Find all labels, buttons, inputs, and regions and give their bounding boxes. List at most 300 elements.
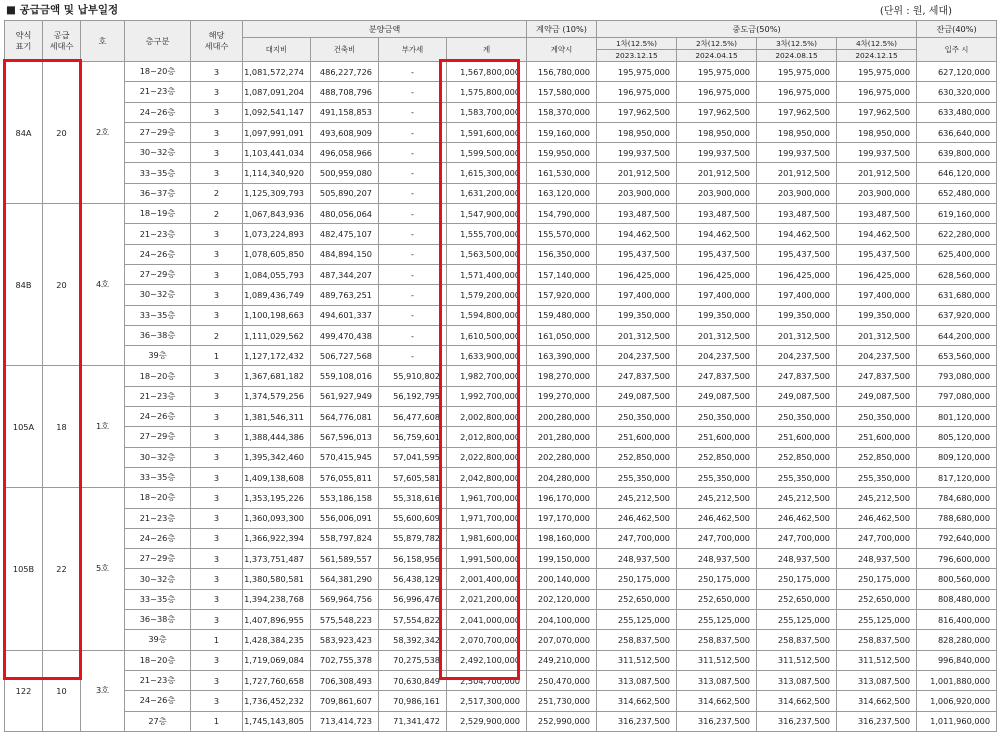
cell-m4: 198,950,000 [837,122,917,142]
cell-total: 1,631,200,000 [447,183,527,203]
cell-m2: 251,600,000 [677,427,757,447]
cell-land: 1,087,091,204 [243,82,311,102]
table-row [5,528,997,548]
cell-m4: 251,600,000 [837,427,917,447]
cell-land: 1,111,029,562 [243,325,311,345]
cell-building: 482,475,107 [311,224,379,244]
cell-m2: 198,950,000 [677,122,757,142]
cell-m2: 246,462,500 [677,508,757,528]
cell-m1: 311,512,500 [597,650,677,670]
cell-floor: 39층 [125,630,191,650]
table-row [5,630,997,650]
cell-balance: 809,120,000 [917,447,997,467]
cell-m3: 201,912,500 [757,163,837,183]
cell-vat: 71,341,472 [379,711,447,731]
table-row [5,62,997,82]
cell-deposit: 161,530,000 [527,163,597,183]
table-row [5,183,997,203]
cell-m1: 252,650,000 [597,589,677,609]
cell-land: 1,360,093,300 [243,508,311,528]
cell-count: 2 [191,325,243,345]
cell-m4: 248,937,500 [837,549,917,569]
cell-m4: 195,437,500 [837,244,917,264]
cell-deposit: 161,050,000 [527,325,597,345]
cell-land: 1,081,572,274 [243,62,311,82]
cell-vat: 55,910,802 [379,366,447,386]
group-ho: 5호 [81,488,125,650]
cell-vat: 56,158,956 [379,549,447,569]
cell-m2: 255,350,000 [677,467,757,487]
cell-vat: - [379,264,447,284]
cell-count: 3 [191,528,243,548]
cell-floor: 21~23층 [125,670,191,690]
cell-balance: 784,680,000 [917,488,997,508]
cell-building: 556,006,091 [311,508,379,528]
cell-deposit: 202,280,000 [527,447,597,467]
cell-vat: 58,392,342 [379,630,447,650]
cell-total: 1,971,700,000 [447,508,527,528]
cell-deposit: 154,790,000 [527,204,597,224]
cell-count: 3 [191,650,243,670]
group-units: 18 [43,366,81,488]
cell-count: 3 [191,305,243,325]
cell-balance: 805,120,000 [917,427,997,447]
cell-m4: 247,837,500 [837,366,917,386]
cell-total: 1,547,900,000 [447,204,527,224]
cell-balance: 797,080,000 [917,386,997,406]
cell-deposit: 157,920,000 [527,285,597,305]
cell-m2: 247,700,000 [677,528,757,548]
cell-m1: 199,350,000 [597,305,677,325]
table-row [5,285,997,305]
cell-total: 1,961,700,000 [447,488,527,508]
cell-deposit: 159,480,000 [527,305,597,325]
cell-count: 3 [191,163,243,183]
cell-total: 1,982,700,000 [447,366,527,386]
col-units: 공급 세대수 [43,21,81,62]
cell-m2: 201,912,500 [677,163,757,183]
cell-deposit: 200,140,000 [527,569,597,589]
cell-m4: 199,350,000 [837,305,917,325]
cell-m3: 203,900,000 [757,183,837,203]
cell-vat: 70,986,161 [379,691,447,711]
cell-land: 1,084,055,793 [243,264,311,284]
cell-land: 1,125,309,793 [243,183,311,203]
cell-floor: 30~32층 [125,285,191,305]
cell-m1: 251,600,000 [597,427,677,447]
cell-m3: 248,937,500 [757,549,837,569]
cell-vat: - [379,224,447,244]
cell-m3: 247,837,500 [757,366,837,386]
col-deposit-top: 계약금 (10%) [527,21,597,38]
cell-land: 1,353,195,226 [243,488,311,508]
cell-deposit: 198,160,000 [527,528,597,548]
cell-m3: 250,175,000 [757,569,837,589]
cell-vat: - [379,62,447,82]
cell-total: 2,529,900,000 [447,711,527,731]
cell-deposit: 250,470,000 [527,670,597,690]
cell-floor: 24~26층 [125,244,191,264]
cell-deposit: 159,950,000 [527,143,597,163]
cell-floor: 33~35층 [125,589,191,609]
table-row [5,488,997,508]
cell-m3: 249,087,500 [757,386,837,406]
cell-m1: 246,462,500 [597,508,677,528]
cell-total: 1,555,700,000 [447,224,527,244]
cell-deposit: 200,280,000 [527,407,597,427]
table-row [5,670,997,690]
col-ho: 호 [81,21,125,62]
cell-m1: 193,487,500 [597,204,677,224]
cell-land: 1,103,441,034 [243,143,311,163]
cell-m2: 197,400,000 [677,285,757,305]
cell-vat: 56,759,601 [379,427,447,447]
cell-count: 3 [191,427,243,447]
cell-total: 1,579,200,000 [447,285,527,305]
table-row [5,305,997,325]
cell-m2: 314,662,500 [677,691,757,711]
cell-balance: 801,120,000 [917,407,997,427]
cell-balance: 636,640,000 [917,122,997,142]
cell-vat: 55,600,609 [379,508,447,528]
cell-deposit: 207,070,000 [527,630,597,650]
cell-building: 709,861,607 [311,691,379,711]
cell-vat: - [379,204,447,224]
cell-m3: 193,487,500 [757,204,837,224]
cell-m2: 316,237,500 [677,711,757,731]
table-row [5,508,997,528]
cell-deposit: 202,120,000 [527,589,597,609]
cell-m3: 250,350,000 [757,407,837,427]
table-row [5,346,997,366]
cell-balance: 633,480,000 [917,102,997,122]
table-row [5,610,997,630]
cell-m4: 201,912,500 [837,163,917,183]
cell-m4: 199,937,500 [837,143,917,163]
cell-land: 1,092,541,147 [243,102,311,122]
cell-m1: 249,087,500 [597,386,677,406]
cell-total: 1,594,800,000 [447,305,527,325]
table-row [5,82,997,102]
cell-m1: 201,912,500 [597,163,677,183]
table-row [5,467,997,487]
cell-m1: 196,975,000 [597,82,677,102]
cell-m1: 198,950,000 [597,122,677,142]
cell-building: 583,923,423 [311,630,379,650]
cell-total: 1,567,800,000 [447,62,527,82]
group-ho: 2호 [81,62,125,204]
cell-floor: 27~29층 [125,427,191,447]
cell-building: 702,755,378 [311,650,379,670]
cell-m2: 204,237,500 [677,346,757,366]
cell-floor: 33~35층 [125,467,191,487]
cell-m1: 197,400,000 [597,285,677,305]
cell-land: 1,114,340,920 [243,163,311,183]
cell-floor: 36~38층 [125,325,191,345]
cell-balance: 816,400,000 [917,610,997,630]
cell-building: 561,927,949 [311,386,379,406]
cell-count: 1 [191,630,243,650]
cell-floor: 18~20층 [125,62,191,82]
cell-deposit: 198,270,000 [527,366,597,386]
table-row [5,224,997,244]
cell-count: 3 [191,549,243,569]
cell-building: 486,227,726 [311,62,379,82]
cell-m1: 250,175,000 [597,569,677,589]
col-count: 해당 세대수 [191,21,243,62]
cell-balance: 625,400,000 [917,244,997,264]
cell-building: 487,344,207 [311,264,379,284]
cell-building: 713,414,723 [311,711,379,731]
group-type: 84A [5,62,43,204]
price-table [4,20,997,732]
cell-m1: 195,437,500 [597,244,677,264]
cell-building: 505,890,207 [311,183,379,203]
cell-floor: 24~26층 [125,102,191,122]
cell-floor: 18~19층 [125,204,191,224]
cell-m3: 313,087,500 [757,670,837,690]
cell-m2: 195,437,500 [677,244,757,264]
table-row [5,325,997,345]
cell-m1: 258,837,500 [597,630,677,650]
col-deposit: 계약시 [527,38,597,62]
cell-land: 1,428,384,235 [243,630,311,650]
col-balance-top: 잔금(40%) [917,21,997,38]
cell-building: 706,308,493 [311,670,379,690]
cell-deposit: 158,370,000 [527,102,597,122]
cell-total: 2,012,800,000 [447,427,527,447]
cell-total: 2,042,800,000 [447,467,527,487]
cell-count: 3 [191,102,243,122]
cell-balance: 652,480,000 [917,183,997,203]
cell-count: 3 [191,244,243,264]
cell-floor: 27층 [125,711,191,731]
table-row [5,447,997,467]
cell-deposit: 199,150,000 [527,549,597,569]
cell-m2: 249,087,500 [677,386,757,406]
cell-building: 570,415,945 [311,447,379,467]
cell-building: 506,727,568 [311,346,379,366]
cell-vat: - [379,325,447,345]
cell-m1: 204,237,500 [597,346,677,366]
cell-balance: 792,640,000 [917,528,997,548]
cell-balance: 631,680,000 [917,285,997,305]
cell-building: 564,776,081 [311,407,379,427]
cell-floor: 24~26층 [125,691,191,711]
cell-deposit: 204,280,000 [527,467,597,487]
cell-building: 576,055,811 [311,467,379,487]
cell-vat: 70,275,538 [379,650,447,670]
cell-total: 1,583,700,000 [447,102,527,122]
group-units: 20 [43,62,81,204]
cell-total: 1,991,500,000 [447,549,527,569]
cell-land: 1,089,436,749 [243,285,311,305]
table-row [5,407,997,427]
cell-m2: 195,975,000 [677,62,757,82]
cell-m1: 196,425,000 [597,264,677,284]
group-units: 20 [43,204,81,366]
table-row [5,589,997,609]
cell-m3: 196,425,000 [757,264,837,284]
cell-building: 558,797,824 [311,528,379,548]
cell-floor: 27~29층 [125,549,191,569]
cell-m3: 252,850,000 [757,447,837,467]
cell-floor: 21~23층 [125,386,191,406]
cell-m2: 196,975,000 [677,82,757,102]
cell-m4: 195,975,000 [837,62,917,82]
col-sale-amount: 분양금액 [243,21,527,38]
cell-floor: 27~29층 [125,264,191,284]
cell-m2: 258,837,500 [677,630,757,650]
cell-total: 2,021,200,000 [447,589,527,609]
cell-balance: 630,320,000 [917,82,997,102]
cell-count: 3 [191,407,243,427]
cell-vat: 56,996,476 [379,589,447,609]
group-units: 22 [43,488,81,650]
cell-balance: 1,001,880,000 [917,670,997,690]
col-land: 대지비 [243,38,311,62]
cell-deposit: 157,140,000 [527,264,597,284]
cell-count: 3 [191,610,243,630]
cell-deposit: 252,990,000 [527,711,597,731]
cell-land: 1,127,172,432 [243,346,311,366]
cell-deposit: 159,160,000 [527,122,597,142]
cell-balance: 622,280,000 [917,224,997,244]
cell-m1: 316,237,500 [597,711,677,731]
table-row [5,650,997,670]
table-row [5,143,997,163]
cell-m4: 255,125,000 [837,610,917,630]
cell-m3: 251,600,000 [757,427,837,447]
table-row [5,569,997,589]
cell-deposit: 251,730,000 [527,691,597,711]
cell-land: 1,407,896,955 [243,610,311,630]
cell-m2: 255,125,000 [677,610,757,630]
col-m4: 4차(12.5%) [837,38,917,50]
cell-building: 488,708,796 [311,82,379,102]
cell-m4: 252,650,000 [837,589,917,609]
table-row [5,264,997,284]
table-row [5,204,997,224]
cell-m2: 250,175,000 [677,569,757,589]
cell-deposit: 163,390,000 [527,346,597,366]
cell-land: 1,736,452,232 [243,691,311,711]
cell-deposit: 204,100,000 [527,610,597,630]
cell-balance: 817,120,000 [917,467,997,487]
cell-vat: 57,041,595 [379,447,447,467]
cell-count: 2 [191,183,243,203]
cell-m3: 194,462,500 [757,224,837,244]
cell-balance: 639,800,000 [917,143,997,163]
cell-m4: 204,237,500 [837,346,917,366]
cell-m4: 314,662,500 [837,691,917,711]
cell-land: 1,374,579,256 [243,386,311,406]
cell-floor: 18~20층 [125,650,191,670]
cell-land: 1,394,238,768 [243,589,311,609]
cell-m2: 201,312,500 [677,325,757,345]
cell-m2: 197,962,500 [677,102,757,122]
col-balance: 입주 시 [917,38,997,62]
cell-count: 3 [191,508,243,528]
col-m1-date: 2023.12.15 [597,50,677,62]
cell-m1: 203,900,000 [597,183,677,203]
cell-m4: 194,462,500 [837,224,917,244]
cell-total: 1,599,500,000 [447,143,527,163]
cell-count: 3 [191,143,243,163]
cell-m4: 258,837,500 [837,630,917,650]
cell-vat: 55,879,782 [379,528,447,548]
cell-m3: 252,650,000 [757,589,837,609]
cell-m4: 316,237,500 [837,711,917,731]
cell-m1: 199,937,500 [597,143,677,163]
group-units: 10 [43,650,81,731]
cell-m3: 314,662,500 [757,691,837,711]
cell-balance: 796,600,000 [917,549,997,569]
group-type: 105B [5,488,43,650]
cell-building: 499,470,438 [311,325,379,345]
table-row [5,163,997,183]
cell-floor: 21~23층 [125,508,191,528]
cell-m1: 195,975,000 [597,62,677,82]
cell-floor: 30~32층 [125,569,191,589]
cell-balance: 788,680,000 [917,508,997,528]
cell-count: 3 [191,62,243,82]
cell-land: 1,366,922,394 [243,528,311,548]
cell-vat: - [379,346,447,366]
cell-vat: - [379,122,447,142]
cell-balance: 619,160,000 [917,204,997,224]
cell-vat: - [379,244,447,264]
cell-building: 496,058,966 [311,143,379,163]
cell-count: 3 [191,386,243,406]
cell-m2: 313,087,500 [677,670,757,690]
table-row [5,549,997,569]
cell-balance: 1,011,960,000 [917,711,997,731]
group-type: 84B [5,204,43,366]
cell-building: 567,596,013 [311,427,379,447]
cell-balance: 644,200,000 [917,325,997,345]
cell-m3: 195,437,500 [757,244,837,264]
cell-m4: 197,962,500 [837,102,917,122]
group-type: 122 [5,650,43,731]
cell-land: 1,395,342,460 [243,447,311,467]
cell-m3: 247,700,000 [757,528,837,548]
cell-total: 2,022,800,000 [447,447,527,467]
group-ho: 4호 [81,204,125,366]
table-row [5,244,997,264]
cell-building: 493,608,909 [311,122,379,142]
col-m1: 1차(12.5%) [597,38,677,50]
cell-total: 1,610,500,000 [447,325,527,345]
cell-building: 491,158,853 [311,102,379,122]
group-ho: 1호 [81,366,125,488]
col-floor: 층구분 [125,21,191,62]
cell-m1: 197,962,500 [597,102,677,122]
cell-m1: 255,125,000 [597,610,677,630]
cell-m3: 201,312,500 [757,325,837,345]
cell-land: 1,381,546,311 [243,407,311,427]
col-building: 건축비 [311,38,379,62]
cell-building: 575,548,223 [311,610,379,630]
cell-count: 3 [191,366,243,386]
cell-m4: 250,175,000 [837,569,917,589]
cell-floor: 21~23층 [125,82,191,102]
col-total: 계 [447,38,527,62]
cell-land: 1,727,760,658 [243,670,311,690]
col-m4-date: 2024.12.15 [837,50,917,62]
cell-vat: - [379,102,447,122]
cell-vat: 56,477,608 [379,407,447,427]
